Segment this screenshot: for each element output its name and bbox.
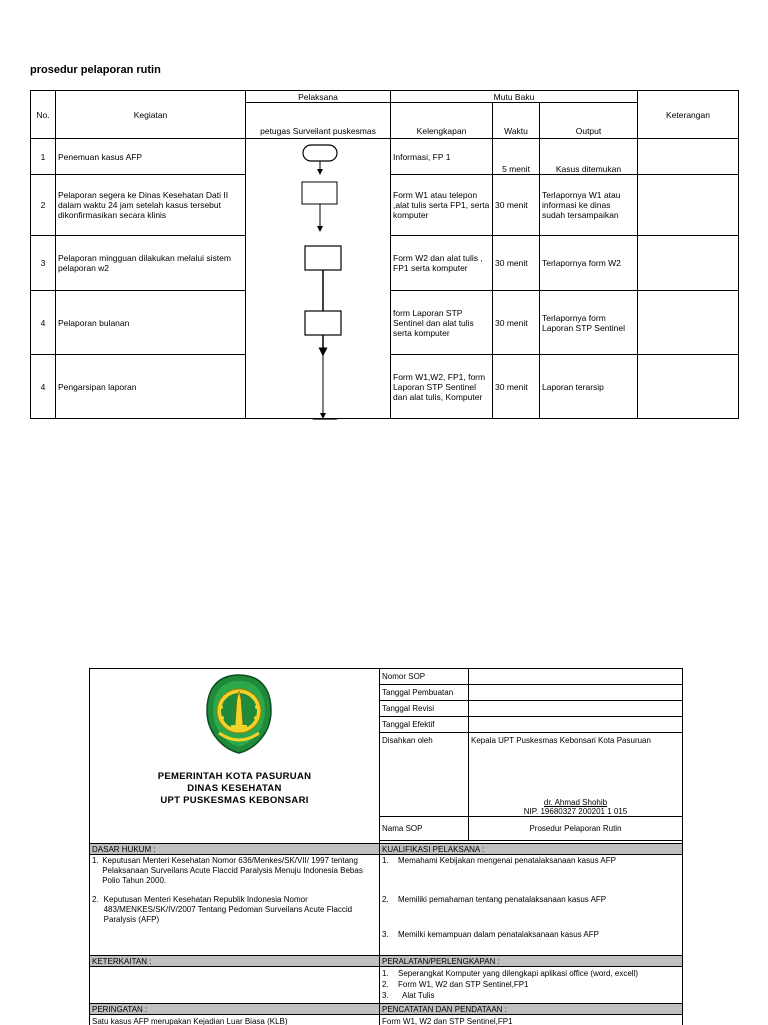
signer-nip: NIP. 19680327 200201 1 015 [523, 807, 628, 816]
kualifikasi-item-3: 3. Memilki kemampuan dalam penatalaksanaan kasus AFP [382, 930, 599, 939]
header-pelaksana: Pelaksana [246, 91, 391, 103]
peralatan-item-3: 3. Alat Tulis [382, 991, 435, 1000]
row-no: 4 [31, 355, 56, 419]
kualifikasi-header: KUALIFIKASI PELAKSANA : [380, 843, 682, 855]
row-output: Terlapornya form Laporan STP Sentinel [540, 291, 638, 355]
flow-start-terminal [303, 145, 337, 161]
pencatatan-header: PENCATATAN DAN PENDATAAN : [380, 1003, 682, 1015]
kualifikasi-item-2: 2. Memiliki pemahaman tentang penatalaksanaan kasus AFP [382, 895, 607, 904]
row-kelengkapan: Informasi, FP 1 [391, 139, 493, 175]
disahkan-cell [469, 733, 683, 817]
dasar-hukum-header: DASAR HUKUM : [90, 843, 379, 855]
row-output: Terlapornya W1 atau informasi ke dinas sudah tersampaikan [540, 175, 638, 236]
tanggal-pembuatan-value [469, 685, 683, 701]
row-no: 2 [31, 175, 56, 236]
row-output: Terlapornya form W2 [540, 236, 638, 291]
peralatan-item-1: 1. Seperangkat Komputer yang dilengkapi aplikasi office (word, excell) [382, 969, 638, 978]
dasar-hukum-item-1: 1. Keputusan Menteri Kesehatan Nomor 636/Menkes/SK/VII/ 1997 tentang Pelaksanaan Surveilans Acute Flaccid Paralysis Menuju Indonesia Bebas Polio Tahun 2000. [92, 856, 374, 886]
city-emblem-icon [205, 673, 273, 755]
row-output: Kasus ditemukan [540, 139, 638, 175]
dasar-hukum-text: Keputusan Menteri Kesehatan Republik Indonesia Nomor 483/MENKES/SK/IV/2007 Tentang Pedoman Surveilans Acute Flaccid Paralysis (AFP) [103, 895, 353, 924]
org-line-3: UPT PUSKESMAS KEBONSARI [160, 795, 309, 806]
nama-sop-label: Nama SOP [380, 817, 469, 841]
row-waktu: 30 menit [493, 236, 540, 291]
nomor-sop-value [469, 669, 683, 685]
disahkan-label: Disahkan oleh [380, 733, 469, 817]
row-keterangan [638, 355, 739, 419]
dasar-hukum-item-2: 2. Keputusan Menteri Kesehatan Republik Indonesia Nomor 483/MENKES/SK/IV/2007 Tentang Pedoman Surveilans Acute Flaccid Paralysis (AFP) [92, 895, 374, 925]
procedure-table [30, 90, 739, 419]
keterkaitan-header: KETERKAITAN : [90, 955, 379, 967]
flow-process-4 [305, 311, 341, 335]
nomor-sop-label: Nomor SOP [380, 669, 469, 685]
page-title: prosedur pelaporan rutin [30, 64, 161, 76]
header-kegiatan: Kegiatan [56, 91, 246, 139]
row-kelengkapan: Form W1 atau telepon ,alat tulis serta FP1, serta komputer [391, 175, 493, 236]
sop-meta-table [380, 669, 682, 841]
tanggal-efektif-value [469, 717, 683, 733]
row-kegiatan: Pelaporan bulanan [56, 291, 246, 355]
tanggal-revisi-label: Tanggal Revisi [380, 701, 469, 717]
org-line-1: PEMERINTAH KOTA PASURUAN [157, 771, 312, 782]
section-divider [379, 843, 380, 1025]
row-no: 3 [31, 236, 56, 291]
header-kelengkapan: Kelengkapan [391, 103, 493, 139]
kualifikasi-item-1: 1. Memahami Kebijakan mengenai penatalaksanaan kasus AFP [382, 856, 616, 865]
peringatan-text: Satu kasus AFP merupakan Kejadian Luar Biasa (KLB) [92, 1017, 288, 1025]
flowchart [246, 139, 391, 420]
row-keterangan [638, 175, 739, 236]
header-mutu-baku: Mutu Baku [391, 91, 638, 103]
row-kelengkapan: form Laporan STP Sentinel dan alat tulis serta komputer [391, 291, 493, 355]
peralatan-text: Seperangkat Komputer yang dilengkapi aplikasi office (word, excell) [398, 969, 638, 978]
header-no: No. [31, 91, 56, 139]
row-waktu: 30 menit [493, 291, 540, 355]
row-waktu: 5 menit [493, 139, 540, 175]
org-line-2: DINAS KESEHATAN [187, 783, 282, 794]
header-waktu: Waktu [493, 103, 540, 139]
pencatatan-text: Form W1, W2 dan STP Sentinel,FP1 [382, 1017, 513, 1025]
nama-sop-value: Prosedur Pelaporan Rutin [469, 817, 683, 841]
tanggal-pembuatan-label: Tanggal Pembuatan [380, 685, 469, 701]
header-keterangan: Keterangan [638, 91, 739, 139]
dasar-hukum-text: Keputusan Menteri Kesehatan Nomor 636/Menkes/SK/VII/ 1997 tentang Pelaksanaan Surveilans Acute Flaccid Paralysis Menuju Indonesia Bebas Polio Tahun 2000. [102, 856, 363, 885]
peralatan-text: Form W1, W2 dan STP Sentinel,FP1 [398, 980, 529, 989]
table-row [31, 139, 739, 175]
kualifikasi-text: Memahami Kebijakan mengenai penatalaksanaan kasus AFP [398, 856, 616, 865]
row-keterangan [638, 236, 739, 291]
row-no: 1 [31, 139, 56, 175]
row-waktu: 30 menit [493, 175, 540, 236]
peralatan-header: PERALATAN/PERLENGKAPAN : [380, 955, 682, 967]
peralatan-text: Alat Tulis [402, 991, 435, 1000]
tanggal-revisi-value [469, 701, 683, 717]
row-no: 4 [31, 291, 56, 355]
row-output: Laporan terarsip [540, 355, 638, 419]
row-kegiatan: Pelaporan mingguan dilakukan melalui sistem pelaporan w2 [56, 236, 246, 291]
row-kegiatan: Pelaporan segera ke Dinas Kesehatan Dati II dalam waktu 24 jam setelah kasus tersebut dikonfirmasikan secara klinis [56, 175, 246, 236]
row-kelengkapan: Form W2 dan alat tulis , FP1 serta komputer [391, 236, 493, 291]
kualifikasi-text: Memilki kemampuan dalam penatalaksanaan kasus AFP [398, 930, 599, 939]
sop-form [89, 668, 683, 1025]
flow-process-3 [305, 246, 341, 270]
peralatan-item-2: 2. Form W1, W2 dan STP Sentinel,FP1 [382, 980, 529, 989]
peringatan-header: PERINGATAN : [90, 1003, 379, 1015]
signer-name: dr. Ahmad Shohib [543, 798, 608, 807]
flowchart-column [246, 139, 391, 419]
row-kelengkapan: Form W1,W2, FP1, form Laporan STP Sentinel dan alat tulis, Komputer [391, 355, 493, 419]
sop-letterhead [90, 669, 380, 843]
header-petugas: petugas Surveilant puskesmas [246, 103, 391, 139]
row-keterangan [638, 291, 739, 355]
disahkan-value: Kepala UPT Puskesmas Kebonsari Kota Pasuruan [471, 736, 651, 745]
row-kegiatan: Pengarsipan laporan [56, 355, 246, 419]
row-kegiatan: Penemuan kasus AFP [56, 139, 246, 175]
flow-process-2 [302, 182, 337, 204]
kualifikasi-text: Memiliki pemahaman tentang penatalaksanaan kasus AFP [398, 895, 607, 904]
row-keterangan [638, 139, 739, 175]
row-waktu: 30 menit [493, 355, 540, 419]
tanggal-efektif-label: Tanggal Efektif [380, 717, 469, 733]
header-output: Output [540, 103, 638, 139]
